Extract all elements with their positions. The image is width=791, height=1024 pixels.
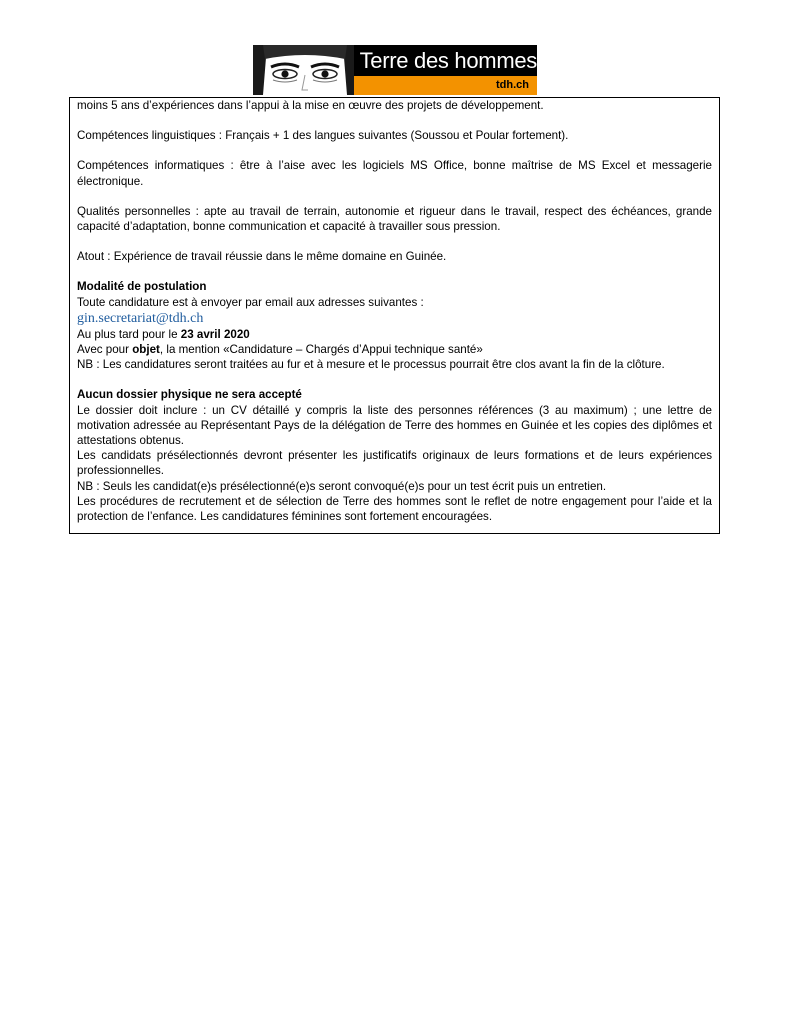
deadline-line: [77, 327, 712, 342]
deadline-date: 23 avril 2020: [180, 327, 250, 341]
subject-word: objet: [132, 343, 160, 357]
languages-requirement: Compétences linguistiques : Français + 1 des langues suivantes (Soussou et Poular fortement).: [77, 129, 569, 143]
logo-text-block: [354, 45, 537, 95]
no-physical-dossier-heading: Aucun dossier physique ne sera accepté: [77, 388, 302, 402]
personal-qualities: Qualités personnelles : apte au travail de terrain, autonomie et rigueur dans le travail, respect des échéances, grande capacité d’adaptation, bonne communication et capacité à travailler sous pression.: [77, 204, 712, 234]
subject-line: [77, 342, 712, 357]
nb-shortlist-note: NB : Seuls les candidat(e)s présélectionné(e)s seront convoqué(e)s pour un test écrit puis un entretien.: [77, 479, 607, 493]
logo-url: tdh.ch: [354, 76, 537, 95]
subject-prefix: Avec pour: [77, 343, 133, 357]
logo-eyes-photo: [253, 45, 354, 95]
application-email-link[interactable]: gin.secretariat@tdh.ch: [77, 310, 204, 326]
terre-des-hommes-logo: [253, 45, 537, 95]
job-posting-box: [69, 97, 720, 534]
experience-continued: moins 5 ans d’expériences dans l’appui à la mise en œuvre des projets de développement.: [77, 99, 544, 112]
nb-processing-note: NB : Les candidatures seront traitées au fur et à mesure et le processus pourrait être clos avant la fin de la clôture.: [77, 358, 665, 372]
eyes-illustration-icon: [253, 45, 354, 95]
closing-statement: Les procédures de recrutement et de sélection de Terre des hommes sont le reflet de notre engagement pour l’aide et la protection de l’enfance. Les candidatures féminines sont fortement encouragées.: [77, 494, 712, 524]
application-intro: Toute candidature est à envoyer par email aux adresses suivantes :: [77, 295, 424, 309]
application-heading: Modalité de postulation: [77, 280, 207, 294]
subject-rest: , la mention «Candidature – Chargés d’Appui technique santé»: [159, 343, 483, 357]
logo-name: Terre des hommes: [354, 45, 537, 76]
shortlisted-requirements: Les candidats présélectionnés devront présenter les justificatifs originaux de leurs formations et de leurs expériences professionnelles.: [77, 449, 712, 478]
it-skills-requirement: Compétences informatiques : être à l’aise avec les logiciels MS Office, bonne maîtrise de MS Excel et messagerie électronique.: [77, 159, 712, 188]
dossier-contents: Le dossier doit inclure : un CV détaillé y compris la liste des personnes références (3 au maximum) ; une lettre de motivation adressée au Représentant Pays de la délégation de Terre des hommes en Guinée et les copies des diplômes et attestations obtenus.: [77, 403, 712, 448]
asset-text: Atout : Expérience de travail réussie dans le même domaine en Guinée.: [77, 250, 447, 264]
deadline-prefix: Au plus tard pour le: [77, 327, 181, 341]
